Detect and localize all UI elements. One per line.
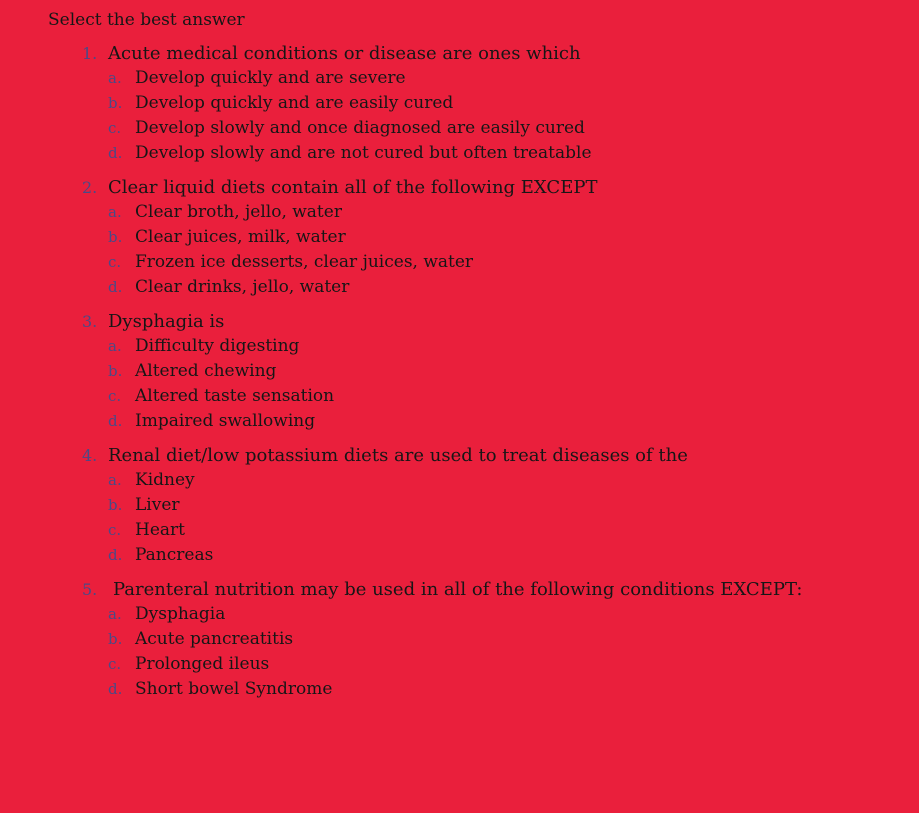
- answer-option[interactable]: [108, 275, 802, 300]
- question-text: Acute medical conditions or disease are ones which: [108, 43, 581, 64]
- option-text: Altered chewing: [135, 361, 277, 381]
- question-1: [82, 41, 802, 166]
- answer-option[interactable]: [108, 602, 802, 627]
- answer-options: [82, 66, 802, 166]
- answer-option[interactable]: [108, 116, 802, 141]
- option-text: Kidney: [135, 470, 195, 490]
- option-letter: a.: [108, 203, 122, 221]
- question-number: 3.: [82, 312, 98, 331]
- option-text: Impaired swallowing: [135, 411, 316, 431]
- option-letter: d.: [108, 412, 123, 430]
- question-4: [82, 443, 802, 568]
- question-3: [82, 309, 802, 434]
- option-text: Develop slowly and are not cured but often treatable: [135, 143, 592, 163]
- answer-options: [82, 468, 802, 568]
- option-letter: b.: [108, 630, 123, 648]
- answer-option[interactable]: [108, 200, 802, 225]
- question-list: [82, 41, 802, 711]
- question-text: Renal diet/low potassium diets are used to treat diseases of the: [108, 445, 688, 466]
- option-text: Liver: [135, 495, 180, 515]
- answer-option[interactable]: [108, 250, 802, 275]
- option-letter: d.: [108, 680, 123, 698]
- answer-option[interactable]: [108, 627, 802, 652]
- option-letter: a.: [108, 471, 122, 489]
- answer-option[interactable]: [108, 141, 802, 166]
- option-letter: c.: [108, 655, 122, 673]
- option-text: Difficulty digesting: [135, 336, 300, 356]
- answer-option[interactable]: [108, 543, 802, 568]
- question-number: 2.: [82, 178, 98, 197]
- answer-option[interactable]: [108, 359, 802, 384]
- option-text: Prolonged ileus: [135, 654, 270, 674]
- answer-options: [82, 200, 802, 300]
- option-text: Frozen ice desserts, clear juices, water: [135, 252, 474, 272]
- option-text: Acute pancreatitis: [135, 629, 294, 649]
- option-letter: c.: [108, 521, 122, 539]
- quiz-instructions: Select the best answer: [48, 10, 245, 30]
- option-letter: a.: [108, 337, 122, 355]
- option-letter: d.: [108, 278, 123, 296]
- option-letter: d.: [108, 144, 123, 162]
- option-letter: d.: [108, 546, 123, 564]
- answer-option[interactable]: [108, 91, 802, 116]
- answer-option[interactable]: [108, 677, 802, 702]
- question-number: 1.: [82, 44, 98, 63]
- answer-option[interactable]: [108, 652, 802, 677]
- question-line: [82, 41, 802, 66]
- question-5: [82, 577, 802, 702]
- answer-option[interactable]: [108, 334, 802, 359]
- option-letter: a.: [108, 69, 122, 87]
- answer-option[interactable]: [108, 409, 802, 434]
- option-text: Develop quickly and are severe: [135, 68, 406, 88]
- option-letter: c.: [108, 119, 122, 137]
- question-line: [82, 577, 802, 602]
- option-letter: b.: [108, 94, 123, 112]
- option-letter: c.: [108, 253, 122, 271]
- option-text: Develop quickly and are easily cured: [135, 93, 454, 113]
- option-text: Short bowel Syndrome: [135, 679, 333, 699]
- answer-option[interactable]: [108, 468, 802, 493]
- option-letter: b.: [108, 228, 123, 246]
- question-number: 4.: [82, 446, 98, 465]
- option-text: Altered taste sensation: [135, 386, 335, 406]
- option-text: Clear drinks, jello, water: [135, 277, 350, 297]
- option-text: Clear juices, milk, water: [135, 227, 346, 247]
- option-letter: b.: [108, 496, 123, 514]
- answer-option[interactable]: [108, 493, 802, 518]
- question-text: Dysphagia is: [108, 311, 225, 332]
- option-text: Heart: [135, 520, 185, 540]
- option-text: Develop slowly and once diagnosed are easily cured: [135, 118, 585, 138]
- question-line: [82, 175, 802, 200]
- answer-option[interactable]: [108, 518, 802, 543]
- answer-option[interactable]: [108, 66, 802, 91]
- question-number: 5.: [82, 580, 98, 599]
- question-text: Clear liquid diets contain all of the following EXCEPT: [108, 177, 598, 198]
- answer-option[interactable]: [108, 225, 802, 250]
- answer-option[interactable]: [108, 384, 802, 409]
- question-line: [82, 443, 802, 468]
- question-text: Parenteral nutrition may be used in all of the following conditions EXCEPT:: [113, 579, 803, 600]
- option-letter: b.: [108, 362, 123, 380]
- question-line: [82, 309, 802, 334]
- option-letter: a.: [108, 605, 122, 623]
- question-2: [82, 175, 802, 300]
- option-letter: c.: [108, 387, 122, 405]
- answer-options: [82, 602, 802, 702]
- option-text: Pancreas: [135, 545, 214, 565]
- option-text: Dysphagia: [135, 604, 226, 624]
- answer-options: [82, 334, 802, 434]
- option-text: Clear broth, jello, water: [135, 202, 342, 222]
